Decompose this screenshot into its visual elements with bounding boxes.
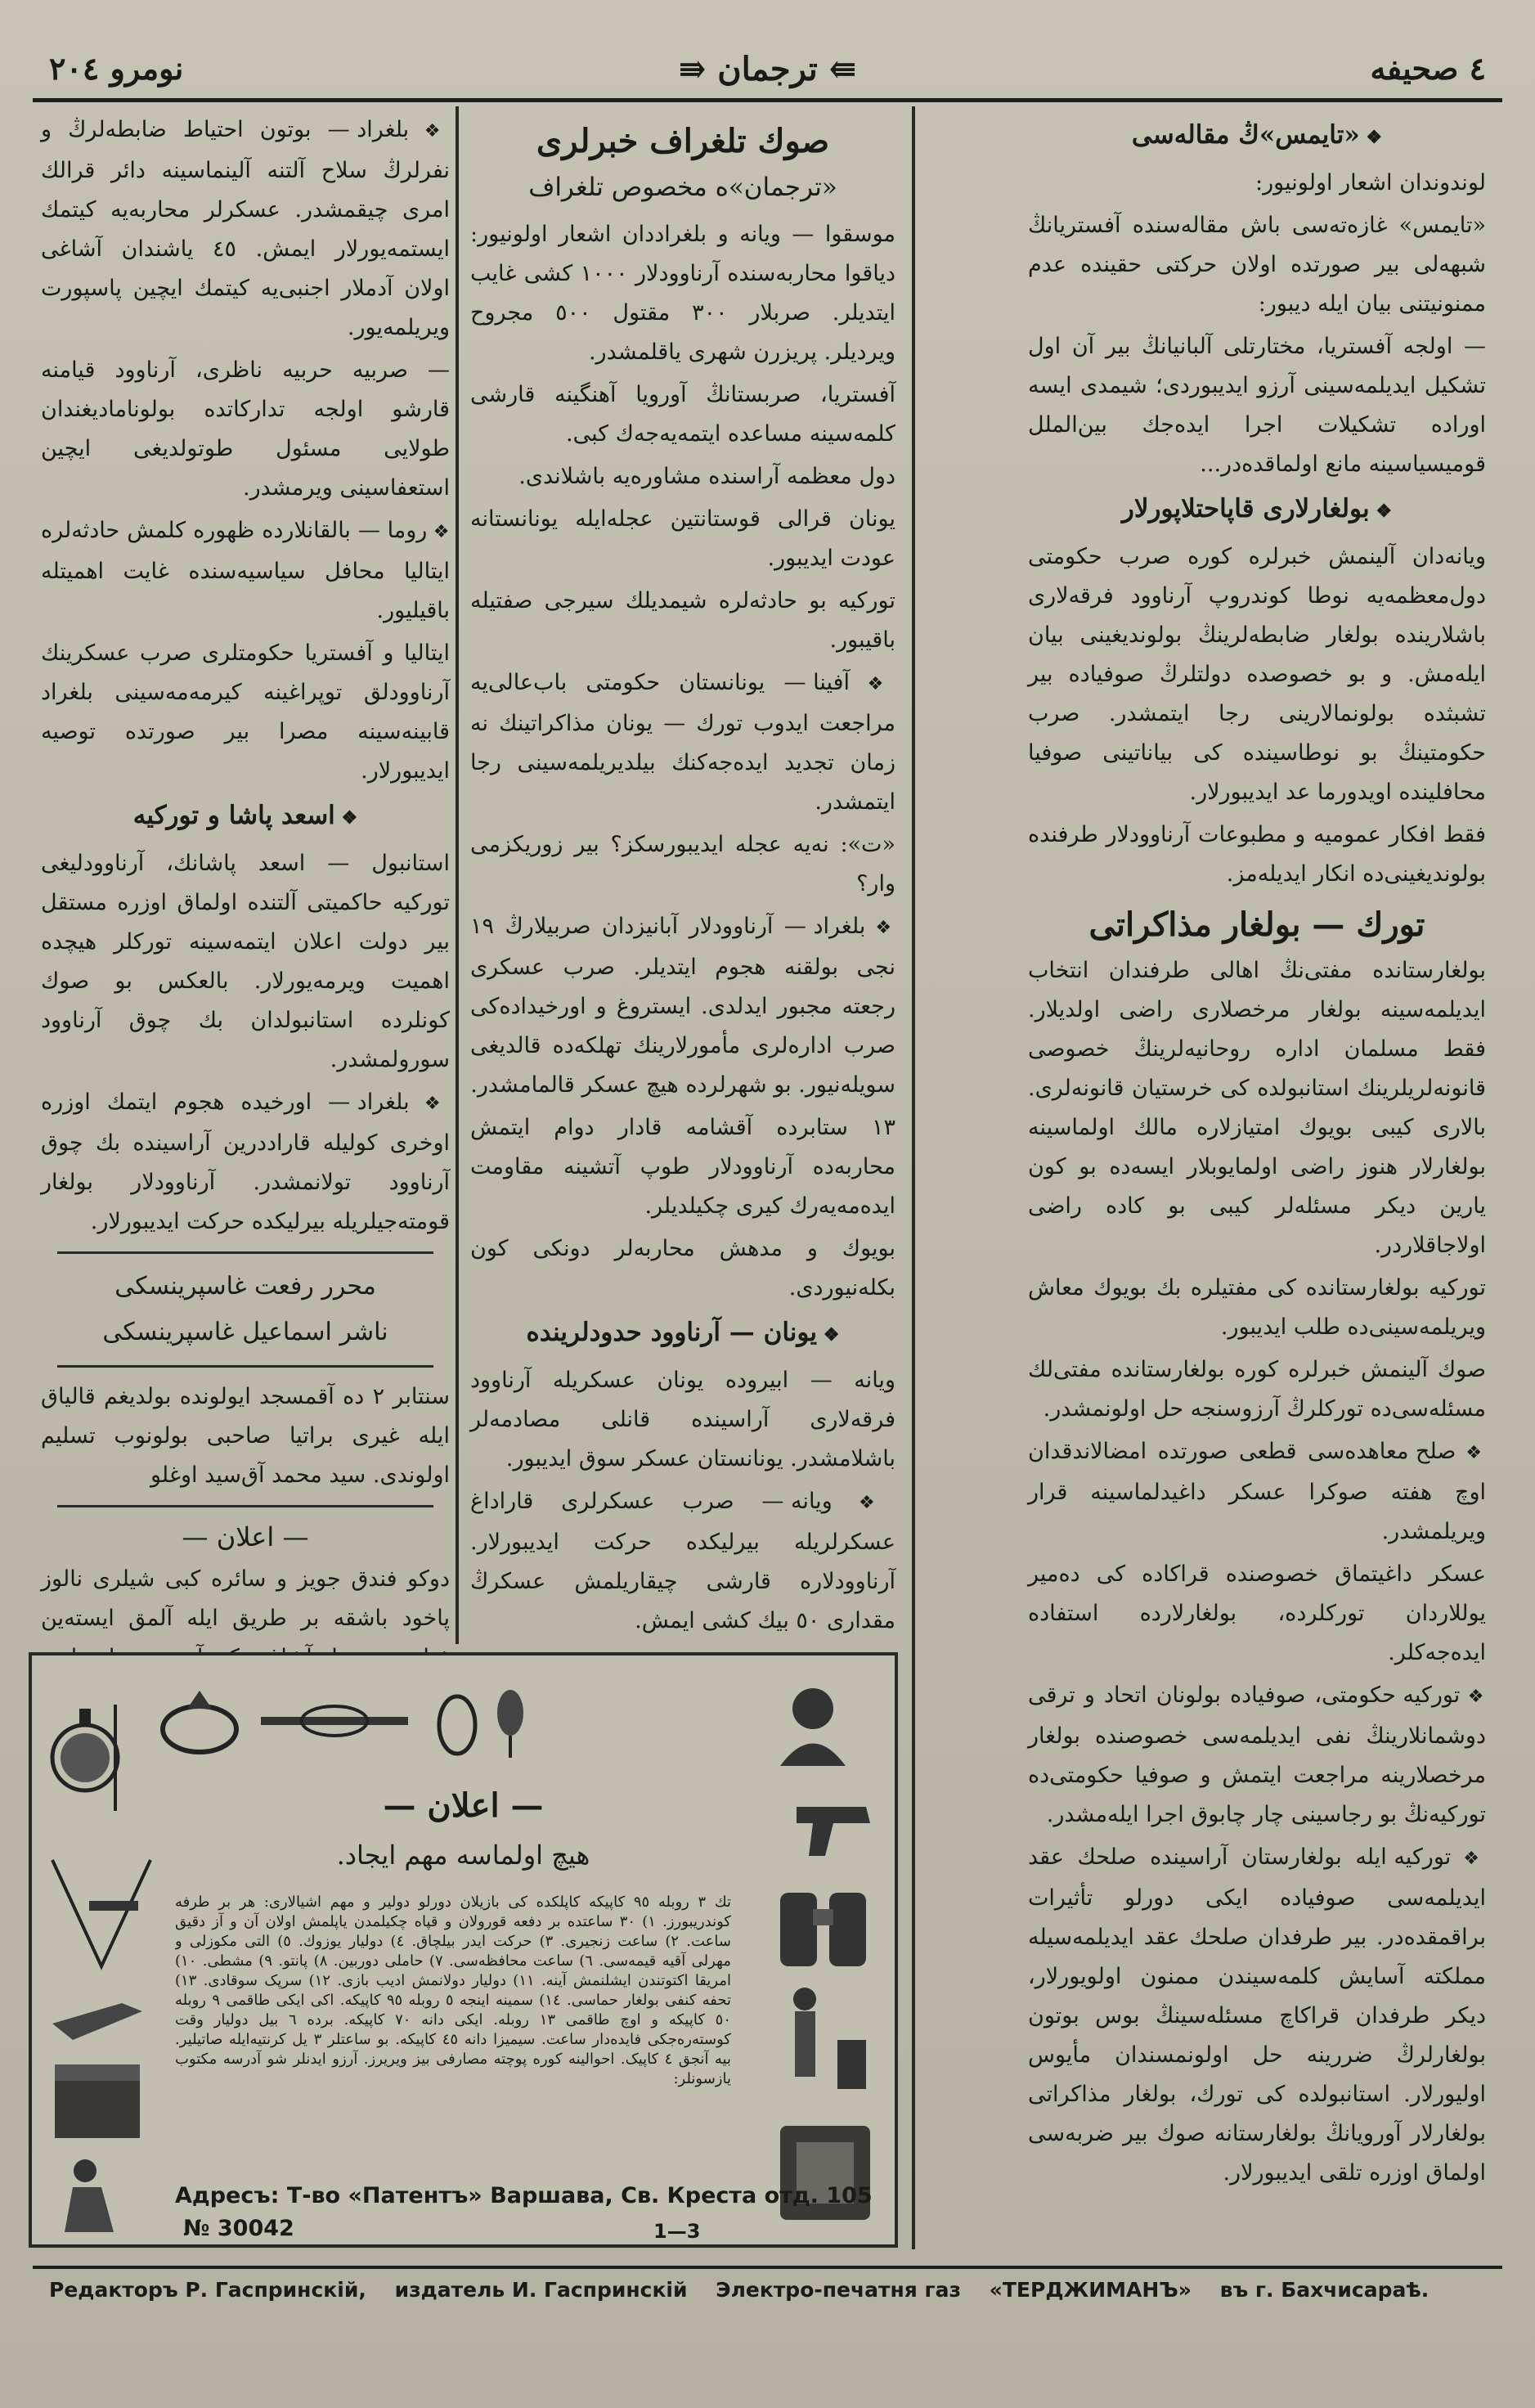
safe-box-icon: [772, 2114, 878, 2228]
paragraph: آفستریا، صربستانڭ آورویا آهنگینه قارشی کلمه‌سینه مساعده ایتمه‌یه‌جه‌ك کبی.: [470, 382, 895, 447]
paragraph: تورکیه بولغارستانده کی مفتیلره بك بویوك معاش ویریلمه‌سینی‌ده طلب ایدیبور.: [1028, 1275, 1486, 1340]
imprint-city: въ г. Бахчисараѣ.: [1219, 2278, 1430, 2302]
issue-number: نومرو ٢٠٤: [49, 50, 184, 87]
column-left: [41, 110, 450, 1632]
page-number: ٤ صحیفه: [1370, 50, 1486, 87]
column-middle: [470, 110, 895, 1640]
paragraph: — صربیه حربیه ناظری، آرناوود قیامنه قارشو اولجه تدارکاتده بولونامادیغندان طولایی مسئول طوتولدیغی ایچین استعفاسینی ویرمشدر.: [41, 357, 450, 501]
column-divider-left: [456, 106, 459, 1644]
paragraph: یونان قرالی قوستانتین عجله‌ایله یونانستانه عودت ایدیبور.: [470, 506, 895, 571]
paragraph: ❖ روما — بالقانلارده ظهوره کلمش حادثه‌لره ایتالیا محافل سیاسیه‌سنده غایت اهمیتله باقیلیور.: [41, 511, 450, 631]
seated-figure-icon: [48, 2154, 138, 2236]
small-ad-title: — اعلان —: [182, 1521, 309, 1552]
imprint-publisher: издатель И. Гаспринскій: [394, 2278, 688, 2302]
paragraph: استانبول — اسعد پاشانك، آرناوودلیغی تورکیه حاکمیتی آلتنده اولماق اوزره مستقل بیر دولت اعلان ایتمه‌سینه تورکلر هیچده اهمیت ویرمه‌یورلار. بالعکس بو صوك کونلرده استانبولدان بك چوق آرناوود سورولمشدر.: [41, 851, 450, 1072]
paragraph: بویوك و مدهش محاربه‌لر دونکی کون بکله‌نیوردی.: [470, 1236, 895, 1301]
ad-number: № 30042: [183, 2216, 294, 2241]
publisher-line: ناشر اسماعیل غاسپرینسکی: [102, 1318, 388, 1346]
advertisement-box: [29, 1652, 898, 2248]
section-title-border: ❖ یونان — آرناوود حدودلرینده: [470, 1313, 895, 1354]
page-header: [33, 45, 1502, 102]
section-title-bulgar: ❖ بولغارلاری قاپاحتلاپورلار: [1028, 489, 1486, 531]
section-subtitle-telegraph: «ترجمان»ه مخصوص تلغراف: [528, 173, 837, 202]
paragraph: ویانه — ابیروده یونان عسکریله آرناوود فرقه‌لاری آراسینده قانلی مصادمه‌لر باشلامشدر. یونانستان عسکر سوق ایدیبور.: [470, 1368, 895, 1471]
knife-icon: [48, 1991, 146, 2048]
divider: [57, 1365, 433, 1368]
ad-title: — اعلان —: [383, 1786, 544, 1825]
paragraph: ویانه‌دان آلینمش خبرلره کوره صرب حکومتی دول‌معظمه‌یه نوطا کوندروپ آرناوود فرقه‌لاری باشلارینده بولغار ضابطه‌لرینڭ بولوندیغینی بیان ایله‌مش. و بو خصوصده دولتلرڭ صوفیاده بیر تشبثده بولونمالارینی رجا ایتمشدر. صرب حکومتینڭ بو نوطاسینده کی بیاناتینی صوفیا محافلینده اویدورما عد ایدیبورلار.: [1028, 544, 1486, 805]
box-icon: [48, 2056, 146, 2146]
column-divider-right: [912, 106, 915, 2249]
bust-figure-icon: [768, 1680, 858, 1770]
paragraph: بولغارستانده مفتی‌نڭ اهالی طرفندان انتخاب ایدیلمه‌سینه بولغار مرخصلاری راضی اولدیلار. فقط مسلمان اداره روحانیه‌لرینڭ خصوصی قانونه‌لریلرینك استانبولده کی خرستیان قانونه‌لری. بالاری کیبی بویوك امتیازلاره مالك اولماسینه بولغارلار هنوز راضی اولمایوبلار ایسه‌ده بو کون یارین دیکر مسئله‌لر کیبی بو کاده راضی اولاجاقلاردر.: [1028, 958, 1486, 1258]
ad-body-text: تك ٣ روبله ٩٥ کاپیکه کاپلکده کی بازیلان دورلو دولیر و مهم اشیالاری: هر بر طرفه کوندریبورز. ١) ٣٠ ساعتده بر دفعه قورولان و قپاه چکیلمدن یاپلمش اولان آن و آز دقیق ساعت. ٢) ساعت زنجیری. ٣) حرکت ایدر بیلچاق. ٤) دولیار یوزوك. ٥) التی مکوزلی و مهرلی آقیه قیمه‌سی. ٦) ساعت محافظه‌سی. ٧) حاملی دوربین. ٨) پانتو. ٩) مشطی. ١٠) امریقا اکتوتندن ایشلنمش آینه. ١١) دولیار دولانمش ادیب بازی. ١٢) سرپک سوقادی. ١٣) تحفه کنفی بولغار حماسی. ١٤) سمینه اینجه ٥ روبله ٩٥ کاپیکه. اکی ایکی طاقمی ٩ روبله ٥٠ کاپیکه و اوچ طاقمی ١٣ روبله. ایکی دانه ٧٠ کاپیکه. برده ٦ بیل دولیار وقت کوسته‌ره‌جکی فایده‌دار ساعت. سیمیزا دانه ٤٥ کاپیکه. بو ساعتلر ٣ یل کرنتیه‌ایله صاتیلیر. بیه آنجق ٤ کاپیک. احوالینه کوره پوچته مصارفی بیز ویریرز. آرزو ایدنلر شو آدرسه مکتوب یازسونلر:: [175, 1894, 731, 2087]
ring-icon: [155, 1684, 245, 1758]
lamp-figure-icon: [772, 1983, 878, 2105]
divider: [57, 1251, 433, 1254]
paragraph: ❖ تورکیه ایله بولغارستان آراسینده صلحك عقد ایدیلمه‌سی صوفیاده ایکی دورلو تأثیرات براقمقده‌در. بیر طرفدان صلحك عقد ایدیلمه‌سیله مملکته آسایش کلمه‌سیندن ممنون اولویورلار، دیکر طرفدان قراکاچ مسئله‌سینڭ بوس بوتون بولغارلرڭ ضررینه حل اولونمسندان مأیوس اولیورلار. استانبولده کی تورك، بولغار مذاکراتی بولغارلار آورویانڭ بولغارستانه صوك بیر ضربه‌سی اولماق اوزره تلقی ایدیبورلار.: [1028, 1838, 1486, 2193]
paragraph: صوك آلینمش خبرلره کوره بولغارستانده مفتی‌لك مسئله‌سی‌ده تورکلرڭ آرزوسنجه حل اولونمشدر.: [1028, 1357, 1486, 1422]
imprint-paper: «ТЕРДЖИМАНЪ»: [989, 2278, 1192, 2302]
column-right: [1028, 110, 1486, 2229]
paragraph: لوندوندان اشعار اولونیور:: [1255, 170, 1486, 195]
section-title-esad: ❖ اسعد پاشا و تورکیه: [41, 796, 450, 838]
paragraph: موسقوا — ویانه و بلغراددان اشعار اولونیور: دیاقوا محاربه‌سنده آرناوودلار ١٠٠٠ کشی غایب ایتدیلر. صربلار ٣٠٠ مقتول ٥٠٠ مجروح ویردیلر. پریزرن شهری یاقلمشدر.: [470, 222, 896, 365]
ad-address: Адресъ: Т-во «Патентъ» Варшава, Св. Креста отд. 105: [175, 2183, 873, 2208]
paragraph: ❖ تورکیه حکومتی، صوفیاده بولونان اتحاد و ترقی دوشمانلارینڭ نفی ایدیلمه‌سی خصوصنده بولغار مرخصلارینه مراجعت ایتمش و صوفیا حکومتی‌ده تورکیه‌نڭ بو رجاسینی چار چابوق اجرا ایله‌مشدر.: [1028, 1676, 1486, 1835]
paragraph: «ت»: نه‌یه عجله ایدیبورسکز؟ بیر زوریکزمی وار؟: [470, 832, 895, 896]
paragraph: «تایمس» غازه‌ته‌سی باش مقاله‌سنده آفستریانڭ شبهه‌لی بیر صورتده اولان حرکتی حقینده عدم ممنونیتنی بیان ایله دیبور:: [1028, 213, 1486, 317]
lost-notice: سنتابر ٢ ده آقمسجد ایولونده بولدیغم قالیاق ایله غیری براتیا صاحبی بولونوب تسلیم اولوندی. سید محمد آق‌سید اوغلو: [41, 1384, 450, 1488]
section-title-telegraph: صوك تلغراف خبرلری: [536, 122, 830, 160]
header-rule: [33, 98, 1502, 102]
paragraph: ❖ بلغراد — بوتون احتیاط ضابطه‌لرڭ و نفرلرڭ سلاح آلتنه آلینماسینه دائر قرالك امری چیقمشدر. عسکرلر محاربه‌یه کیتمك ایستمه‌یورلار ایمش. ٤٥ یاشندان آشاغی اولان آدملار اجنبی‌یه کیتمك ایچین پاسپورت ویریلمه‌یور.: [41, 110, 450, 348]
ad-insertion-count: 1—3: [653, 2220, 701, 2243]
editor-line: محرر رفعت غاسپرینسکی: [114, 1272, 376, 1301]
masthead: ⇚ ترجمان ⇛: [679, 50, 857, 88]
divider: [57, 1505, 433, 1507]
imprint-press: Электро-печатня газ: [716, 2278, 961, 2302]
imprint-line: [49, 2278, 1488, 2302]
earrings-icon: [424, 1680, 539, 1762]
small-ad-body: دوکو فندق جویز و سائره کبی شیلری نالوز پاخود باشقه بر طریق ایله آلمق ایسته‌ین: [41, 1566, 450, 1631]
paragraph: ایتالیا و آفستریا حکومتلری صرب عسکرینك آرناوودلق توپراغینه کیرمه‌مه‌سینی بلغراد قابینه‌سینه مصرا بیر صورتده توصیه ایدیبورلار.: [41, 640, 450, 784]
paragraph: فقط افکار عمومیه و مطبوعات آرناوودلار طرفنده بولوندیغینی‌ده انکار ایدیله‌مز.: [1028, 822, 1486, 887]
paragraph: ١٣ ستابرده آقشامه قادار دوام ایتمش محاربه‌ده آرناوودلار طوپ آتشینه مقاومت ایده‌مه‌یه‌رك کیری چکیلدیلر.: [470, 1115, 895, 1219]
paragraph: دول معظمه آراسنده مشاوره‌یه باشلاندی.: [518, 464, 895, 489]
paragraph: ❖ ویانه — صرب عسکرلری قاراداغ عسکرلریله بیرلیکده حرکت ایدیبورلار. آرناوودلاره قارشی چیقاریلمش عسکرڭ مقداری ٥٠ بیك کشی ایمش.: [470, 1482, 895, 1641]
ad-subtitle: هیچ اولماسه مهم ایجاد.: [336, 1840, 590, 1871]
binoculars-icon: [772, 1876, 878, 1974]
paragraph: — اولجه آفستریا، مختارتلی آلبانیانڭ بیر آن اول تشکیل ایدیلمه‌سینی آرزو ایدیبوردی؛ شیمدی ایسه اوراده تشکیلات اجرا ایده‌جك بین‌الملل قومیسیاسینه مانع اولماقده‌در...: [1028, 334, 1486, 477]
section-title-talks: تورك — بولغار مذاکراتی: [1088, 905, 1425, 944]
brooch-icon: [257, 1700, 412, 1741]
section-title-times: ❖ «تایمس»ڭ مقاله‌سی: [1028, 115, 1486, 157]
paragraph: ❖ آفینا — یونانستان حکومتی باب‌عالی‌یه مراجعت ایدوب تورك — یونان مذاکراتینك نه زمان تجدید ایده‌جه‌کنك بیلدیریلمه‌سینی رجا ایتمشدر.: [470, 663, 895, 822]
paragraph: تورکیه بو حادثه‌لره شیمدیلك سیرجی صفتیله باقیبور.: [470, 588, 895, 653]
paragraph: ❖ بلغراد — اورخیده هجوم ایتمك اوزره اوخری کولیله قاراددرین آراسینده بك چوق آرناوود تولانمشدر. آرناوودلار بولغار قومته‌جیلریله بیرلیکده حرکت ایدیبورلار.: [41, 1083, 450, 1242]
footer-rule: [33, 2266, 1502, 2269]
paragraph: ❖ صلح معاهده‌سی قطعی صورتده امضالاندقدان اوچ هفته صوکرا عسکر داغیدلماسینه قرار ویریلمشدر.: [1028, 1432, 1486, 1552]
imprint-editor: Редакторъ Р. Гаспринскій,: [49, 2278, 366, 2302]
paragraph: عسکر داغیتماق خصوصنده قراکاده کی ده‌میر یوللاردان تورکلرده، بولغارلارده استفاده ایده‌جه‌کلر.: [1028, 1561, 1486, 1665]
paragraph: ❖ بلغراد — آرناوودلار آبانیزدان صربیلارڭ ١٩ نجی بولقنه هجوم ایتدیلر. صرب عسکری رجعته مجبور ایدلدی. ایستروغ و اورخیداده‌کی صرب اداره‌لری مأمورلارینك تهلکه‌ده قالدیغی سویله‌نیور. بو شهرلرده هیچ عسکر قالمامشدر.: [470, 907, 895, 1105]
